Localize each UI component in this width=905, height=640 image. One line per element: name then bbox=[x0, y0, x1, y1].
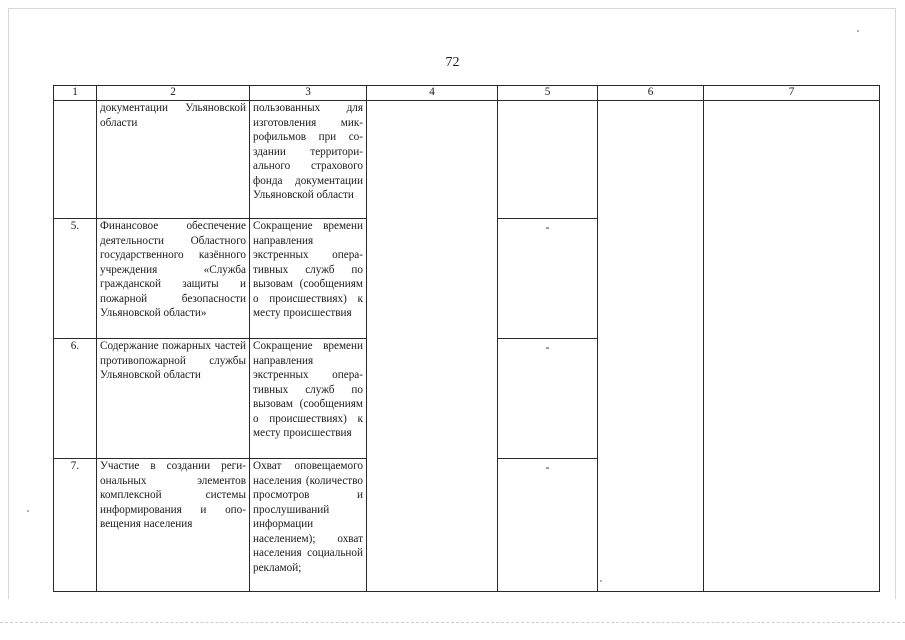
event-name-cell: документации Ульяновской области bbox=[97, 101, 250, 219]
header-col-3: 3 bbox=[250, 86, 367, 101]
page-number: 72 bbox=[445, 55, 460, 70]
scan-speck bbox=[857, 30, 859, 32]
event-name-cell: Участие в создании региональных элементов комплексной системы информирования и оповещения населения bbox=[97, 459, 250, 592]
event-name-cell: Содержание пожарных частей противопожарной службы Ульяновской области bbox=[97, 339, 250, 459]
dash-mark: - bbox=[545, 342, 550, 354]
header-col-1: 1 bbox=[54, 86, 97, 101]
row-number: 7. bbox=[54, 459, 97, 592]
event-name-cell: Финансовое обеспечение деятельности Областного государственного казённого учреждения «Служба гражданской защиты и пожарной безопасности Ульяновской области» bbox=[97, 219, 250, 339]
column-6-cell bbox=[598, 101, 704, 592]
row-number bbox=[54, 101, 97, 219]
column-5-cell bbox=[498, 219, 598, 339]
row-number: 6. bbox=[54, 339, 97, 459]
column-5-cell bbox=[498, 101, 598, 219]
indicator-cell: Сокращение времени направления экстренных оперативных служб по вызовам (сообщениям о происшествиях) к месту происшествия bbox=[250, 219, 367, 339]
header-col-2: 2 bbox=[97, 86, 250, 101]
header-col-7: 7 bbox=[704, 86, 880, 101]
dash-mark: - bbox=[545, 462, 550, 474]
column-5-cell bbox=[498, 459, 598, 592]
scan-bottom-edge bbox=[0, 622, 905, 623]
program-table bbox=[53, 85, 880, 592]
header-col-6: 6 bbox=[598, 86, 704, 101]
table-row bbox=[54, 101, 880, 219]
indicator-cell: Охват оповещаемого населения (количество просмотров и прослушиваний информации населением); охват населения социальной рекламой; bbox=[250, 459, 367, 592]
row-number: 5. bbox=[54, 219, 97, 339]
column-5-cell bbox=[498, 339, 598, 459]
column-4-cell bbox=[367, 101, 498, 592]
header-col-4: 4 bbox=[367, 86, 498, 101]
column-7-cell bbox=[704, 101, 880, 592]
indicator-cell: Сокращение времени направления экстренных оперативных служб по вызовам (сообщениям о происшествиях) к месту происшествия bbox=[250, 339, 367, 459]
indicator-cell: пользованных для изготовления микрофильмов при создании территориального страхового фонда документации Ульяновской области bbox=[250, 101, 367, 219]
scan-speck bbox=[27, 510, 29, 512]
dash-mark: - bbox=[545, 222, 550, 234]
scan-speck bbox=[600, 580, 602, 582]
header-row bbox=[54, 86, 880, 101]
header-col-5: 5 bbox=[498, 86, 598, 101]
